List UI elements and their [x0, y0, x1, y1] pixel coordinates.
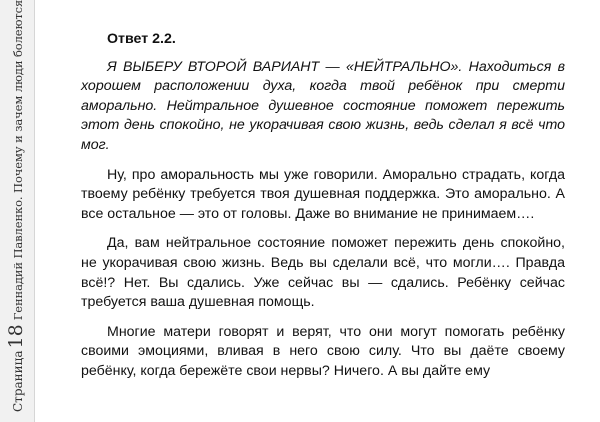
page-footer-vertical — [5, 0, 27, 412]
page-label: Страница — [11, 350, 25, 412]
answer-heading — [81, 30, 565, 50]
paragraph-text: Да, вам нейтральное состояние поможет пережить день спокойно, не укорачивая свою жизнь. Ведь вы сделали всё, что могли…. Правда всё!? Нет. Вы сдались. Уже сейчас вы — сдались. Ребёнку сейчас требуется ваша душевная помощь. — [81, 235, 565, 311]
paragraph-text: Многие матери говорят и верят, что они могут помогать ребёнку своими эмоциями, вливая в него свою силу. Что вы даёте своему ребёнку, когда бережёте свои нервы? Ничего. А вы дайте ему — [81, 323, 565, 379]
answer-heading-text: Ответ 2.2. — [107, 31, 176, 47]
paragraph-text: Ну, про аморальность мы уже говорили. Аморально страдать, когда твоему ребёнку требуется твоя душевная поддержка. Это аморально. А все остальное — это от головы. Даже во внимание не принимаем…. — [81, 166, 565, 222]
page-number: 18 — [5, 324, 27, 349]
paragraph — [81, 166, 565, 225]
document-body — [81, 30, 565, 392]
paragraph-quote-text: Я ВЫБЕРУ ВТОРОЙ ВАРИАНТ — «НЕЙТРАЛЬНО». Находиться в хорошем расположении духа, когда твой ребёнок при смерти аморально. Нейтральное душевное состояние поможет пережить этот день спокойно, не укорачивая свою жизнь, ведь сделал я всё что мог. — [81, 58, 565, 153]
paragraph — [81, 323, 565, 382]
page-margin-bar — [0, 0, 35, 422]
paragraph-quote — [81, 58, 565, 156]
book-title: Геннадий Павленко. Почему и зачем люди болеются — [11, 0, 25, 321]
paragraph — [81, 234, 565, 312]
